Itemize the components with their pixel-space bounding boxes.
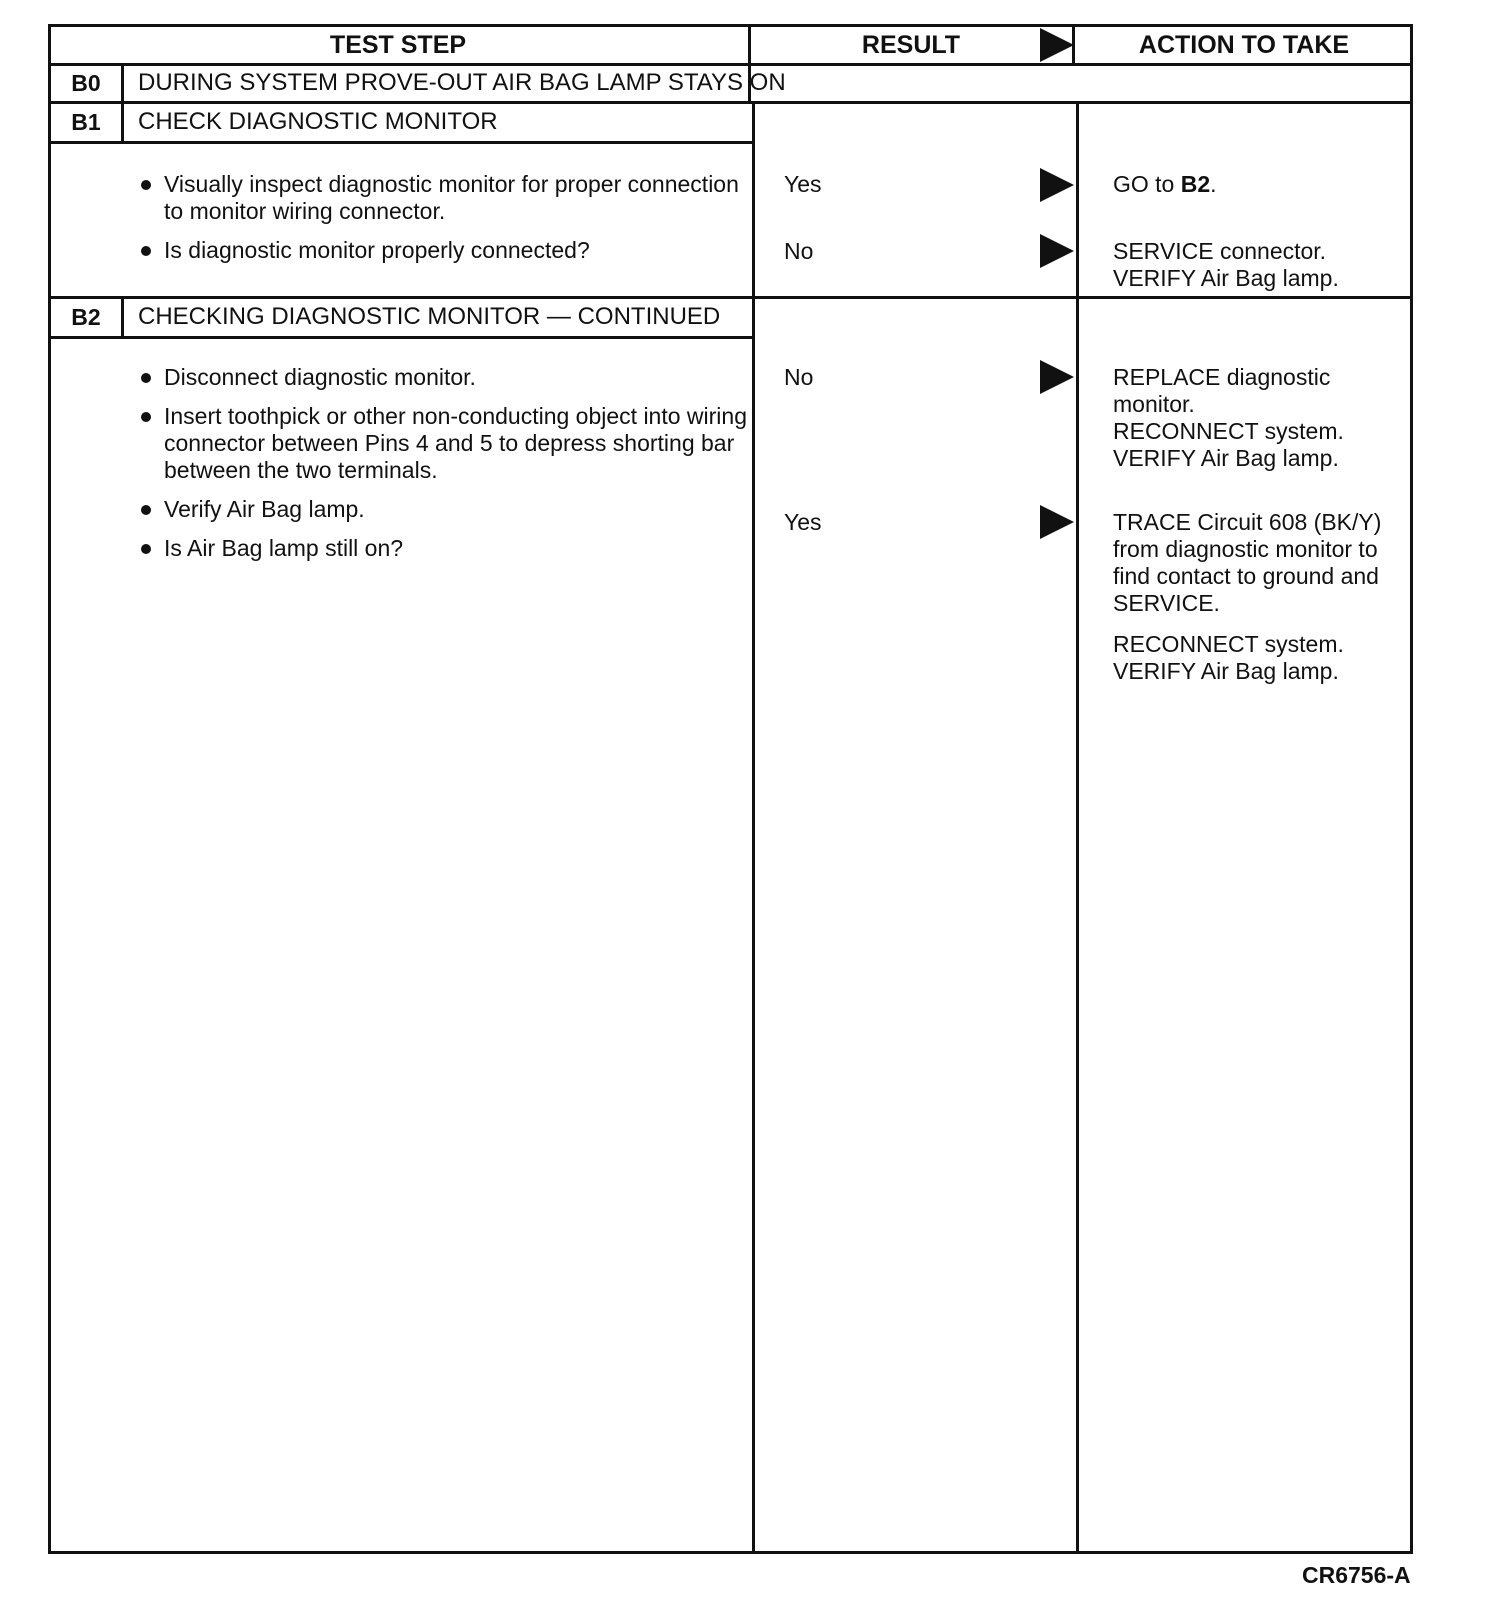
divider-result-action-body [1076,102,1079,1554]
b1-result-no: No [784,238,814,264]
step-title-b2: CHECKING DIAGNOSTIC MONITOR — CONTINUED [138,303,721,330]
step-title-b0: DURING SYSTEM PROVE-OUT AIR BAG LAMP STAYS ON [138,69,786,96]
b1-yes-arrow-icon [1040,168,1074,202]
action-text: . [1210,171,1217,197]
action-line: SERVICE connector. [1113,238,1327,264]
b1-no-arrow-icon [1040,234,1074,268]
action-line: VERIFY Air Bag lamp. [1113,445,1339,471]
list-item: Visually inspect diagnostic monitor for proper connection to monitor wiring connector. [138,171,748,225]
step-id-b0: B0 [71,70,101,96]
rule-b1-title-bottom [48,141,752,144]
b1-action-no [1113,238,1403,292]
header-action: ACTION TO TAKE [1138,31,1350,59]
list-item: Is diagnostic monitor properly connected? [138,237,748,264]
action-line: RECONNECT system. [1113,418,1344,444]
step-id-b2: B2 [71,304,101,330]
b2-result-yes: Yes [784,509,822,535]
step-title-b1: CHECK DIAGNOSTIC MONITOR [138,108,498,135]
b1-result-yes: Yes [784,171,822,197]
b2-instruction-list [138,364,748,562]
step-id-b1: B1 [71,109,101,135]
b2-action-yes [1113,509,1403,699]
figure-id: CR6756-A [1302,1562,1411,1588]
list-item: Insert toothpick or other non-conducting object into wiring connector between Pins 4 and 5 to depress shorting bar between the two terminals. [138,403,748,484]
b2-yes-arrow-icon [1040,505,1074,539]
rule-b2-title-bottom [48,336,752,339]
header-arrow-icon [1040,28,1074,62]
action-line: VERIFY Air Bag lamp. [1113,265,1339,291]
step-reference: B2 [1180,171,1211,197]
header-test-step: TEST STEP [329,31,467,59]
action-paragraph: RECONNECT system. VERIFY Air Bag lamp. [1113,631,1344,684]
action-text: GO to [1113,171,1181,197]
b2-action-no [1113,364,1403,472]
divider-test-result-body [752,102,755,1554]
b2-result-no: No [784,364,814,390]
list-item: Verify Air Bag lamp. [138,496,748,523]
b2-no-arrow-icon [1040,360,1074,394]
b1-instruction-list [138,171,748,264]
action-line: REPLACE diagnostic monitor. [1113,364,1331,417]
list-item: Disconnect diagnostic monitor. [138,364,748,391]
header-result: RESULT [861,31,961,59]
list-item: Is Air Bag lamp still on? [138,535,748,562]
action-paragraph: TRACE Circuit 608 (BK/Y) from diagnostic monitor to find contact to ground and SERVICE. [1113,509,1382,616]
b1-action-yes [1113,171,1403,198]
